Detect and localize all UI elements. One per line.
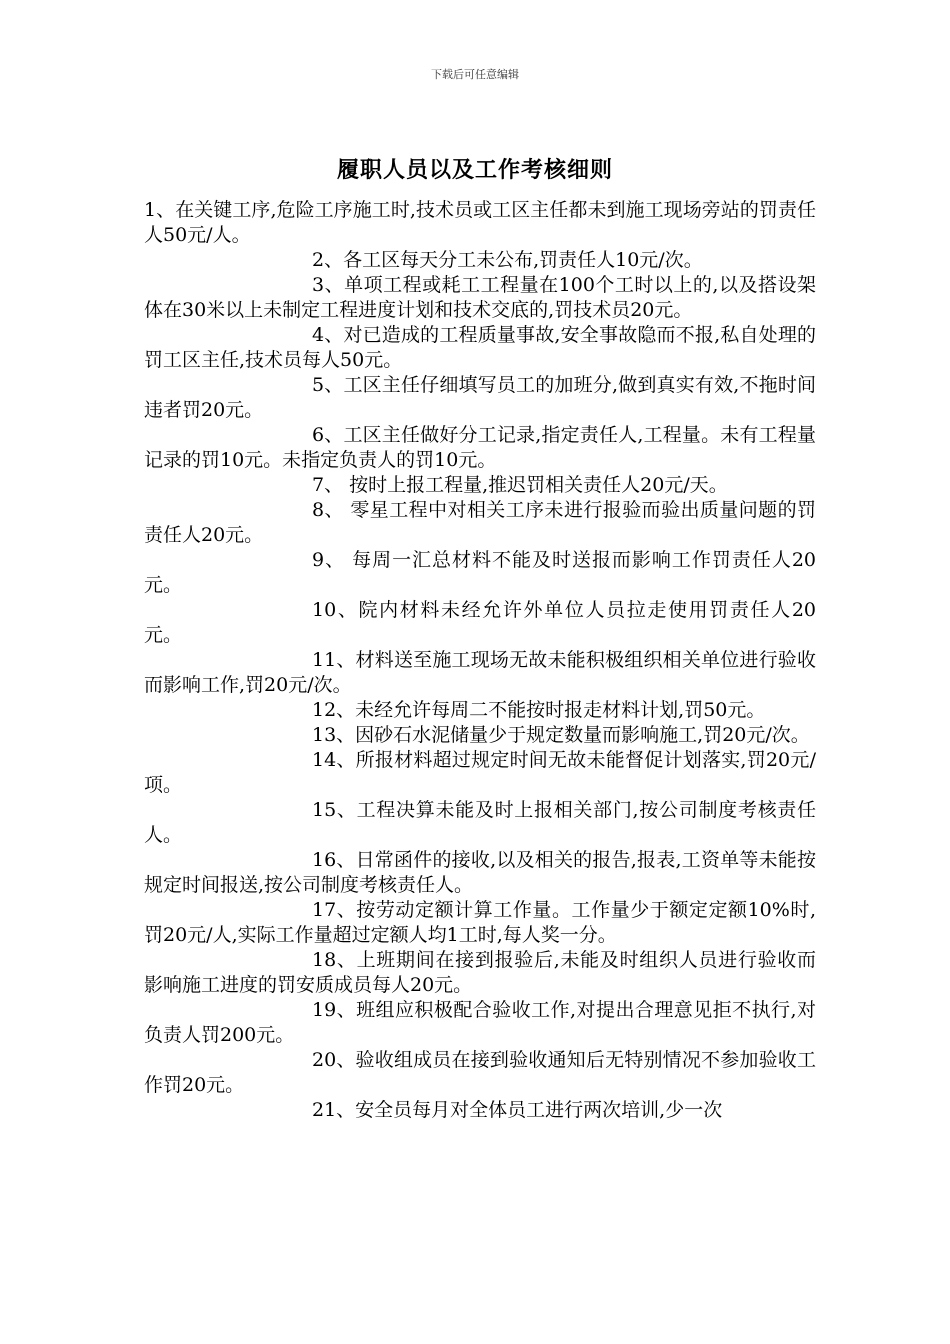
rule-item-19: 19、班组应积极配合验收工作,对提出合理意见拒不执行,对负责人罚200元。 [144, 999, 816, 1046]
rule-item-14: 14、所报材料超过规定时间无故未能督促计划落实,罚20元/项。 [144, 749, 816, 796]
rule-item-9: 9、 每周一汇总材料不能及时送报而影响工作罚责任人20元。 [144, 549, 816, 596]
rule-item-1: 1、在关键工序,危险工序施工时,技术员或工区主任都未到施工现场旁站的罚责任人50元/人。 [144, 199, 816, 246]
rule-item-2: 2、各工区每天分工未公布,罚责任人10元/次。 [312, 249, 703, 271]
rule-item-10: 10、院内材料未经允许外单位人员拉走使用罚责任人20元。 [144, 599, 816, 646]
rule-item-5: 5、工区主任仔细填写员工的加班分,做到真实有效,不拖时间违者罚20元。 [144, 374, 816, 421]
rule-item-3: 3、单项工程或耗工工程量在100个工时以上的,以及搭设架体在30米以上未制定工程进度计划和技术交底的,罚技术员20元。 [144, 274, 816, 321]
rule-item-13: 13、因砂石水泥储量少于规定数量而影响施工,罚20元/次。 [312, 724, 810, 746]
document-body [144, 198, 816, 1123]
rule-item-17: 17、按劳动定额计算工作量。工作量少于额定定额10%时,罚20元/人,实际工作量超过定额人均1工时,每人奖一分。 [144, 899, 816, 946]
document-title: 履职人员以及工作考核细则 [336, 157, 613, 183]
rule-item-18: 18、上班期间在接到报验后,未能及时组织人员进行验收而影响施工进度的罚安质成员每人20元。 [144, 949, 816, 996]
rule-item-20: 20、验收组成员在接到验收通知后无特别情况不参加验收工作罚20元。 [144, 1049, 816, 1096]
rule-item-6: 6、工区主任做好分工记录,指定责任人,工程量。未有工程量记录的罚10元。未指定负责人的罚10元。 [144, 424, 816, 471]
rule-item-4: 4、对已造成的工程质量事故,安全事故隐而不报,私自处理的罚工区主任,技术员每人50元。 [144, 324, 816, 371]
rule-item-7: 7、 按时上报工程量,推迟罚相关责任人20元/天。 [312, 474, 728, 496]
rule-item-11: 11、材料送至施工现场无故未能积极组织相关单位进行验收而影响工作,罚20元/次。 [144, 649, 816, 696]
rule-item-8: 8、 零星工程中对相关工序未进行报验而验出质量问题的罚责任人20元。 [144, 499, 816, 546]
header-note: 下载后可任意编辑 [431, 68, 519, 81]
rule-item-16: 16、日常函件的接收,以及相关的报告,报表,工资单等未能按规定时间报送,按公司制度考核责任人。 [144, 849, 816, 896]
rule-item-15: 15、工程决算未能及时上报相关部门,按公司制度考核责任人。 [144, 799, 816, 846]
rule-item-12: 12、未经允许每周二不能按时报走材料计划,罚50元。 [312, 699, 766, 721]
rule-item-21: 21、安全员每月对全体员工进行两次培训,少一次 [312, 1099, 723, 1121]
